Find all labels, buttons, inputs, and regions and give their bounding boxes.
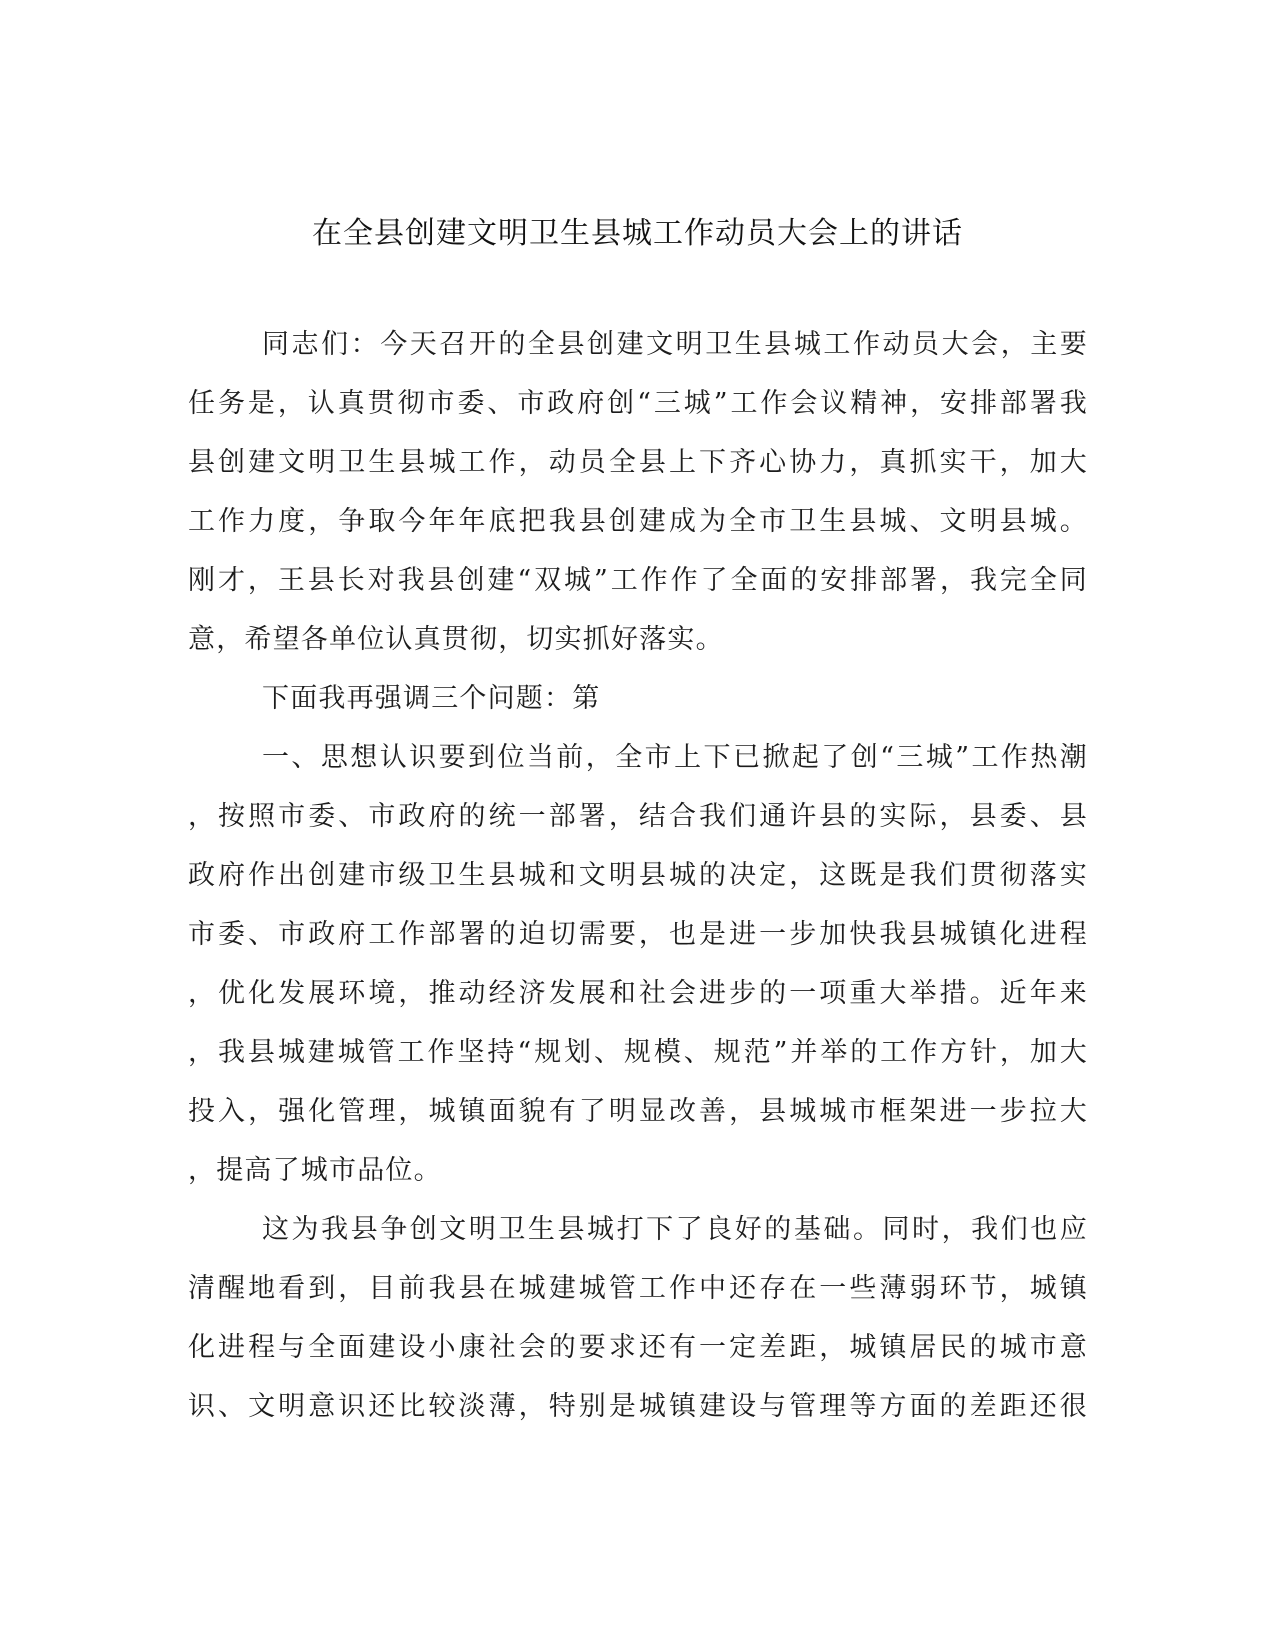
body-line: 清醒地看到，目前我县在城建城管工作中还存在一些薄弱环节，城镇 bbox=[188, 1273, 1088, 1304]
body-line: ，按照市委、市政府的统一部署，结合我们通许县的实际，县委、县 bbox=[188, 801, 1088, 832]
body-line: 这为我县争创文明卫生县城打下了良好的基础。同时，我们也应 bbox=[262, 1214, 1088, 1245]
body-line: 任务是，认真贯彻市委、市政府创“三城”工作会议精神，安排部署我 bbox=[188, 388, 1088, 419]
body-line: 市委、市政府工作部署的迫切需要，也是进一步加快我县城镇化进程 bbox=[188, 919, 1088, 950]
body-line: 县创建文明卫生县城工作，动员全县上下齐心协力，真抓实干，加大 bbox=[188, 447, 1088, 478]
body-line: 政府作出创建市级卫生县城和文明县城的决定，这既是我们贯彻落实 bbox=[188, 860, 1088, 891]
body-line: 识、文明意识还比较淡薄，特别是城镇建设与管理等方面的差距还很 bbox=[188, 1391, 1088, 1422]
body-line: ，提高了城市品位。 bbox=[188, 1155, 442, 1186]
document-title: 在全县创建文明卫生县城工作动员大会上的讲话 bbox=[312, 216, 963, 251]
body-line: 投入，强化管理，城镇面貌有了明显改善，县城城市框架进一步拉大 bbox=[188, 1096, 1088, 1127]
body-line: 意，希望各单位认真贯彻，切实抓好落实。 bbox=[188, 624, 724, 655]
body-line: ，我县城建城管工作坚持“规划、规模、规范”并举的工作方针，加大 bbox=[188, 1037, 1088, 1068]
body-line: 一、思想认识要到位当前，全市上下已掀起了创“三城”工作热潮 bbox=[262, 742, 1088, 773]
body-line: 刚才，王县长对我县创建“双城”工作作了全面的安排部署，我完全同 bbox=[188, 565, 1088, 596]
body-line: 同志们：今天召开的全县创建文明卫生县城工作动员大会，主要 bbox=[262, 329, 1088, 360]
body-line: 化进程与全面建设小康社会的要求还有一定差距，城镇居民的城市意 bbox=[188, 1332, 1088, 1363]
body-line: 下面我再强调三个问题：第 bbox=[262, 683, 601, 714]
body-line: 工作力度，争取今年年底把我县创建成为全市卫生县城、文明县城。 bbox=[188, 506, 1088, 537]
body-line: ，优化发展环境，推动经济发展和社会进步的一项重大举措。近年来 bbox=[188, 978, 1088, 1009]
